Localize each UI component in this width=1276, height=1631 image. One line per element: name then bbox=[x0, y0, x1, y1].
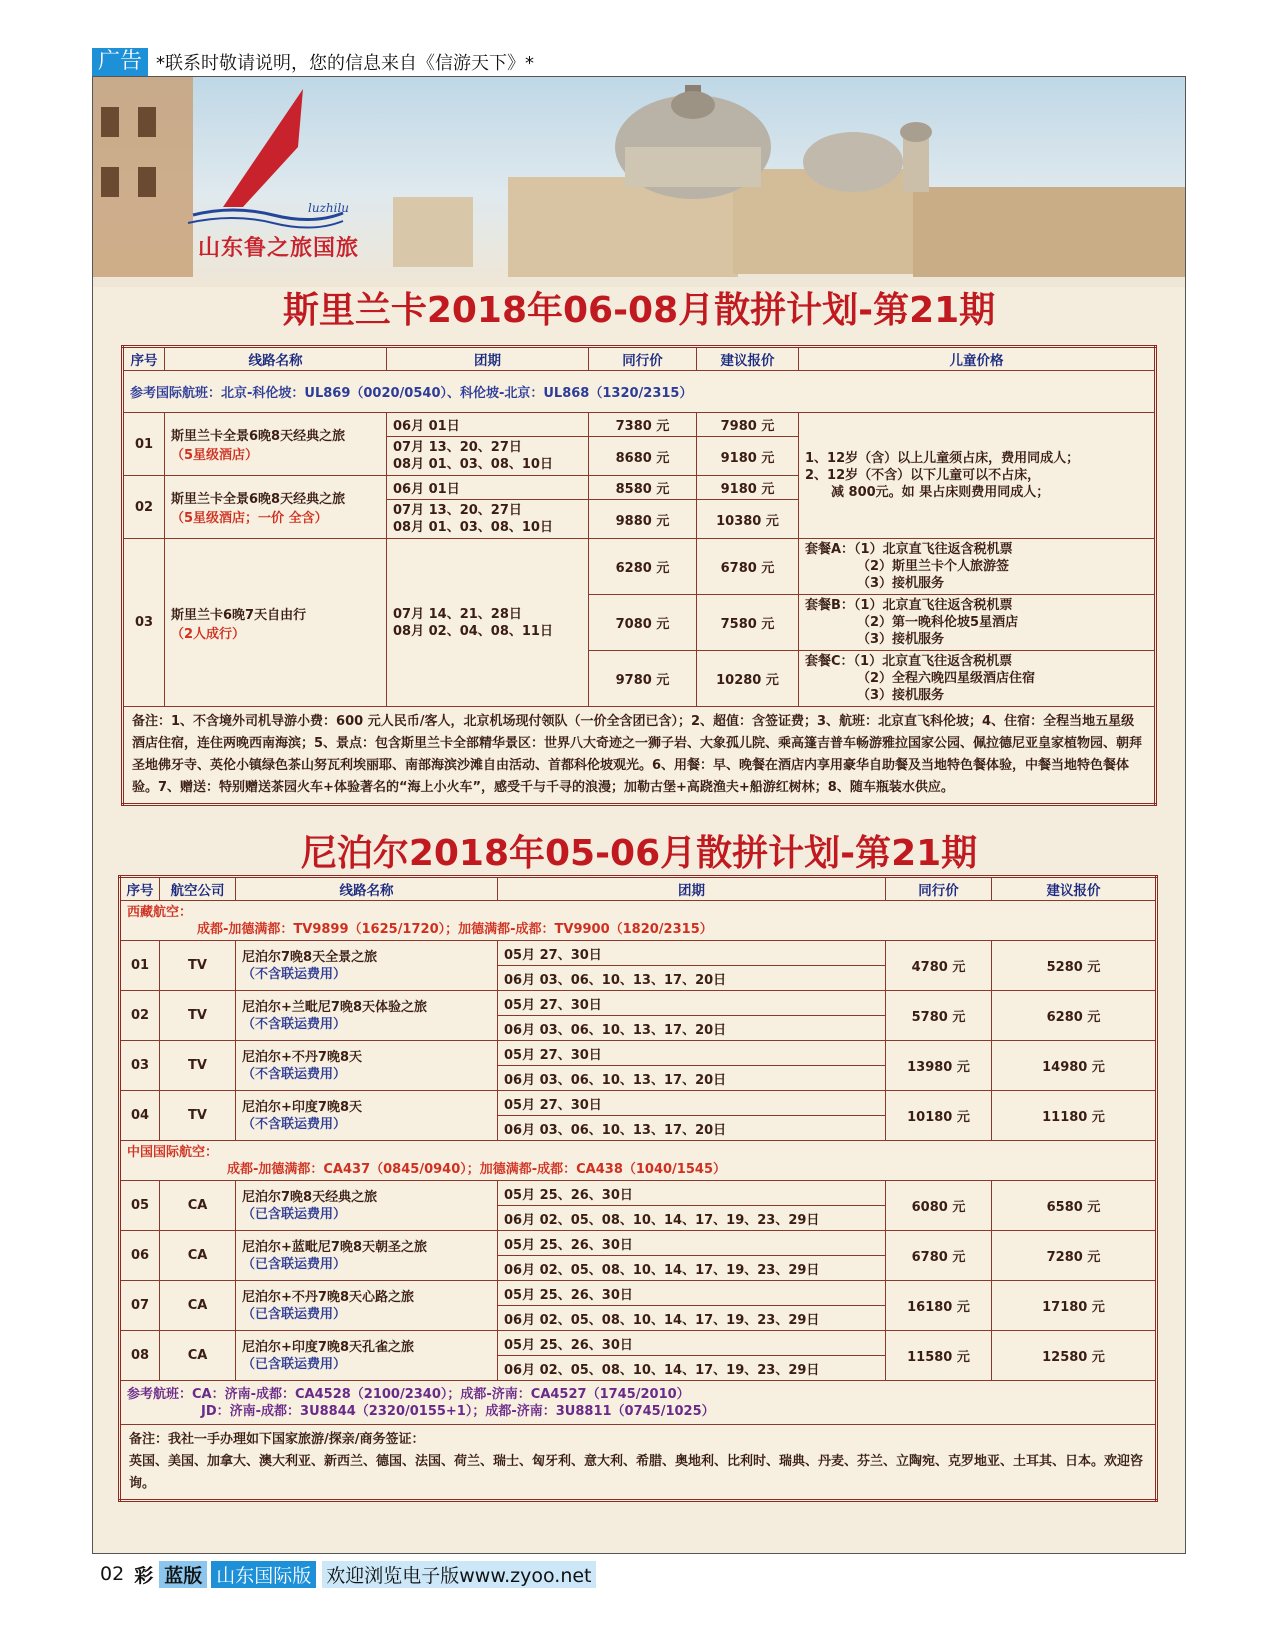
table-row bbox=[120, 1281, 1157, 1306]
edition-label: 蓝版 bbox=[159, 1561, 207, 1588]
suggested-price: 11180 元 bbox=[992, 1091, 1157, 1141]
tour-date: 06月 02、05、08、10、14、17、19、23、29日 bbox=[498, 1206, 886, 1231]
airline-code: TV bbox=[160, 1091, 236, 1141]
col-header: 儿童价格 bbox=[799, 347, 1156, 371]
suggested-price: 6280 元 bbox=[992, 991, 1157, 1041]
ca-routes bbox=[120, 1181, 1157, 1381]
suggested-price: 7980 元 bbox=[697, 413, 799, 437]
col-header: 团期 bbox=[387, 347, 589, 371]
table-row bbox=[120, 1041, 1157, 1066]
col-header: 团期 bbox=[498, 877, 886, 901]
logo-script: luzhilu bbox=[308, 201, 350, 215]
route-name: 尼泊尔7晚8天全景之旅 （不含联运费用） bbox=[236, 941, 498, 991]
table-row bbox=[120, 991, 1157, 1016]
col-header: 线路名称 bbox=[165, 347, 387, 371]
route-name: 尼泊尔7晚8天经典之旅 （已含联运费用） bbox=[236, 1181, 498, 1231]
trade-price: 8680 元 bbox=[589, 437, 697, 476]
tour-date: 05月 25、26、30日 bbox=[498, 1181, 886, 1206]
row-number: 04 bbox=[120, 1091, 160, 1141]
table-row bbox=[120, 1231, 1157, 1256]
route-name: 尼泊尔+不丹7晚8天心路之旅 （已含联运费用） bbox=[236, 1281, 498, 1331]
trade-price: 4780 元 bbox=[886, 941, 992, 991]
trade-price: 9880 元 bbox=[589, 500, 697, 539]
tour-date: 05月 27、30日 bbox=[498, 1091, 886, 1116]
package-b: 套餐B：（1）北京直飞往返含税机票 （2）第一晚科伦坡5星酒店 （3）接机服务 bbox=[799, 595, 1156, 651]
airline-code: TV bbox=[160, 991, 236, 1041]
srilanka-table bbox=[121, 345, 1157, 806]
tour-date: 06月 01日 bbox=[387, 476, 589, 500]
airline-code: TV bbox=[160, 941, 236, 991]
reference-flights: 参考航班：CA：济南-成都：CA4528（2100/2340）；成都-济南：CA4527（1745/2010） JD：济南-成都：3U8844（2320/0155+1）；成都-济南：3U8811（0745/1025） bbox=[120, 1381, 1157, 1425]
col-header: 序号 bbox=[123, 347, 165, 371]
route-name: 尼泊尔+印度7晚8天 （不含联运费用） bbox=[236, 1091, 498, 1141]
table-header bbox=[120, 877, 1157, 901]
route-name: 尼泊尔+不丹7晚8天 （不含联运费用） bbox=[236, 1041, 498, 1091]
trade-price: 5780 元 bbox=[886, 991, 992, 1041]
row-number: 01 bbox=[123, 413, 165, 476]
route-name: 尼泊尔+兰毗尼7晚8天体验之旅 （不含联运费用） bbox=[236, 991, 498, 1041]
package-a: 套餐A：（1）北京直飞往返含税机票 （2）斯里兰卡个人旅游签 （3）接机服务 bbox=[799, 539, 1156, 595]
table-row bbox=[120, 1331, 1157, 1356]
row-number: 03 bbox=[120, 1041, 160, 1091]
tour-date: 05月 27、30日 bbox=[498, 941, 886, 966]
tour-date: 05月 25、26、30日 bbox=[498, 1281, 886, 1306]
suggested-price: 7580 元 bbox=[697, 595, 799, 651]
suggested-price: 10280 元 bbox=[697, 651, 799, 707]
trade-price: 7380 元 bbox=[589, 413, 697, 437]
logo-name: 山东鲁之旅国旅 bbox=[198, 236, 360, 261]
airline-code: CA bbox=[160, 1281, 236, 1331]
row-number: 06 bbox=[120, 1231, 160, 1281]
tour-date: 05月 27、30日 bbox=[498, 1041, 886, 1066]
tour-date: 06月 02、05、08、10、14、17、19、23、29日 bbox=[498, 1356, 886, 1381]
col-header: 序号 bbox=[120, 877, 160, 901]
suggested-price: 14980 元 bbox=[992, 1041, 1157, 1091]
trade-price: 8580 元 bbox=[589, 476, 697, 500]
tour-date: 05月 25、26、30日 bbox=[498, 1231, 886, 1256]
row-number: 02 bbox=[120, 991, 160, 1041]
tour-date: 06月 02、05、08、10、14、17、19、23、29日 bbox=[498, 1256, 886, 1281]
suggested-price: 7280 元 bbox=[992, 1231, 1157, 1281]
col-header: 同行价 bbox=[589, 347, 697, 371]
suggested-price: 6580 元 bbox=[992, 1181, 1157, 1231]
trade-price: 13980 元 bbox=[886, 1041, 992, 1091]
tour-date: 07月 14、21、28日 08月 02、04、08、11日 bbox=[387, 539, 589, 707]
tour-date: 05月 27、30日 bbox=[498, 991, 886, 1016]
brochure-panel bbox=[92, 76, 1186, 1554]
tour-date: 06月 03、06、10、13、17、20日 bbox=[498, 1116, 886, 1141]
tv-routes bbox=[120, 941, 1157, 1141]
tour-date: 06月 03、06、10、13、17、20日 bbox=[498, 1066, 886, 1091]
airline-code: TV bbox=[160, 1041, 236, 1091]
route-name: 尼泊尔+蓝毗尼7晚8天朝圣之旅 （已含联运费用） bbox=[236, 1231, 498, 1281]
trade-price: 7080 元 bbox=[589, 595, 697, 651]
route-name: 斯里兰卡全景6晚8天经典之旅 （5星级酒店） bbox=[165, 413, 387, 476]
site-link[interactable]: 欢迎浏览电子版www.zyoo.net bbox=[322, 1561, 595, 1588]
airline-code: CA bbox=[160, 1181, 236, 1231]
row-number: 03 bbox=[123, 539, 165, 707]
trade-price: 16180 元 bbox=[886, 1281, 992, 1331]
table-header bbox=[123, 347, 1156, 371]
suggested-price: 10380 元 bbox=[697, 500, 799, 539]
flight-info: 参考国际航班：北京-科伦坡：UL869（0020/0540）、科伦坡-北京：UL868（1320/2315） bbox=[123, 371, 1156, 413]
tour-date: 06月 01日 bbox=[387, 413, 589, 437]
ca-airline-info: 中国国际航空： 成都-加德满都：CA437（0845/0940）；加德满都-成都：CA438（1040/1545） bbox=[120, 1141, 1157, 1181]
banner bbox=[93, 77, 1185, 287]
suggested-price: 6780 元 bbox=[697, 539, 799, 595]
table-row bbox=[120, 1091, 1157, 1116]
row-number: 05 bbox=[120, 1181, 160, 1231]
route-name: 斯里兰卡6晚7天自由行 （2人成行） bbox=[165, 539, 387, 707]
suggested-price: 5280 元 bbox=[992, 941, 1157, 991]
trade-price: 9780 元 bbox=[589, 651, 697, 707]
col-header: 建议报价 bbox=[992, 877, 1157, 901]
table-row bbox=[120, 1181, 1157, 1206]
suggested-price: 17180 元 bbox=[992, 1281, 1157, 1331]
ad-notice: *联系时敬请说明，您的信息来自《信游天下》* bbox=[156, 53, 535, 74]
table-row bbox=[120, 941, 1157, 966]
tour-date: 05月 25、26、30日 bbox=[498, 1331, 886, 1356]
package-c: 套餐C：（1）北京直飞往返含税机票 （2）全程六晚四星级酒店住宿 （3）接机服务 bbox=[799, 651, 1156, 707]
trade-price: 6280 元 bbox=[589, 539, 697, 595]
col-header: 航空公司 bbox=[160, 877, 236, 901]
tour-date: 07月 13、20、27日 08月 01、03、08、10日 bbox=[387, 437, 589, 476]
airline-code: CA bbox=[160, 1331, 236, 1381]
tour-date: 06月 02、05、08、10、14、17、19、23、29日 bbox=[498, 1306, 886, 1331]
tour-date: 06月 03、06、10、13、17、20日 bbox=[498, 966, 886, 991]
child-price: 1、12岁（含）以上儿童须占床，费用同成人； 2、12岁（不含）以下儿童可以不占床， 减 800元。如 果占床则费用同成人； bbox=[799, 413, 1156, 539]
srilanka-title: 斯里兰卡2018年06-08月散拼计划-第21期 bbox=[282, 290, 996, 331]
page-number: 02 bbox=[100, 1563, 125, 1585]
route-name: 尼泊尔+印度7晚8天孔雀之旅 （已含联运费用） bbox=[236, 1331, 498, 1381]
trade-price: 10180 元 bbox=[886, 1091, 992, 1141]
route-name: 斯里兰卡全景6晚8天经典之旅 （5星级酒店；一价 全含） bbox=[165, 476, 387, 539]
row-number: 08 bbox=[120, 1331, 160, 1381]
row-number: 01 bbox=[120, 941, 160, 991]
color-label: 彩 bbox=[134, 1564, 154, 1587]
row-number: 02 bbox=[123, 476, 165, 539]
srilanka-note: 备注：1、不含境外司机导游小费：600 元人民币/客人，北京机场现付领队（一价全含团已含）；2、超值：含签证费；3、航班：北京直飞科伦坡；4、住宿：全程当地五星级酒店住宿，连住两晚西南海滨；5、景点：包含斯里兰卡全部精华景区：世界八大奇迹之一狮子岩、大象孤儿院、乘高篷吉普车畅游雅拉国家公园、佩拉德尼亚皇家植物园、朝拜圣地佛牙寺、英伦小镇绿色茶山努瓦利埃丽耶、南部海滨沙滩自由活动、首都科伦坡观光。6、用餐：早、晚餐在酒店内享用豪华自助餐及当地特色餐体验，中餐当地特色餐体验。7、赠送：特别赠送茶园火车+体验著名的“海上小火车”，感受千与千寻的浪漫；加勒古堡+高跷渔夫+船游红树林；8、随车瓶装水供应。 bbox=[123, 707, 1156, 805]
suggested-price: 9180 元 bbox=[697, 476, 799, 500]
row-number: 07 bbox=[120, 1281, 160, 1331]
tour-date: 06月 03、06、10、13、17、20日 bbox=[498, 1016, 886, 1041]
nepal-title: 尼泊尔2018年05-06月散拼计划-第21期 bbox=[300, 833, 978, 874]
trade-price: 6080 元 bbox=[886, 1181, 992, 1231]
trade-price: 11580 元 bbox=[886, 1331, 992, 1381]
col-header: 同行价 bbox=[886, 877, 992, 901]
visa-note: 备注：我社一手办理如下国家旅游/探亲/商务签证： 英国、美国、加拿大、澳大利亚、新西兰、德国、法国、荷兰、瑞士、匈牙利、意大利、希腊、奥地利、比利时、瑞典、丹麦、芬兰、立陶宛、克罗地亚、土耳其、日本。欢迎咨询。 bbox=[120, 1425, 1157, 1501]
nepal-table bbox=[118, 875, 1158, 1502]
ad-tag: 广告 bbox=[92, 48, 148, 76]
tibet-airline-info: 西藏航空： 成都-加德满都：TV9899（1625/1720）；加德满都-成都：TV9900（1820/2315） bbox=[120, 901, 1157, 941]
ad-header bbox=[92, 48, 534, 76]
suggested-price: 12580 元 bbox=[992, 1331, 1157, 1381]
tour-date: 07月 13、20、27日 08月 01、03、08、10日 bbox=[387, 500, 589, 539]
page-footer bbox=[100, 1561, 596, 1587]
col-header: 线路名称 bbox=[236, 877, 498, 901]
region-label: 山东国际版 bbox=[211, 1561, 316, 1588]
trade-price: 6780 元 bbox=[886, 1231, 992, 1281]
suggested-price: 9180 元 bbox=[697, 437, 799, 476]
col-header: 建议报价 bbox=[697, 347, 799, 371]
airline-code: CA bbox=[160, 1231, 236, 1281]
